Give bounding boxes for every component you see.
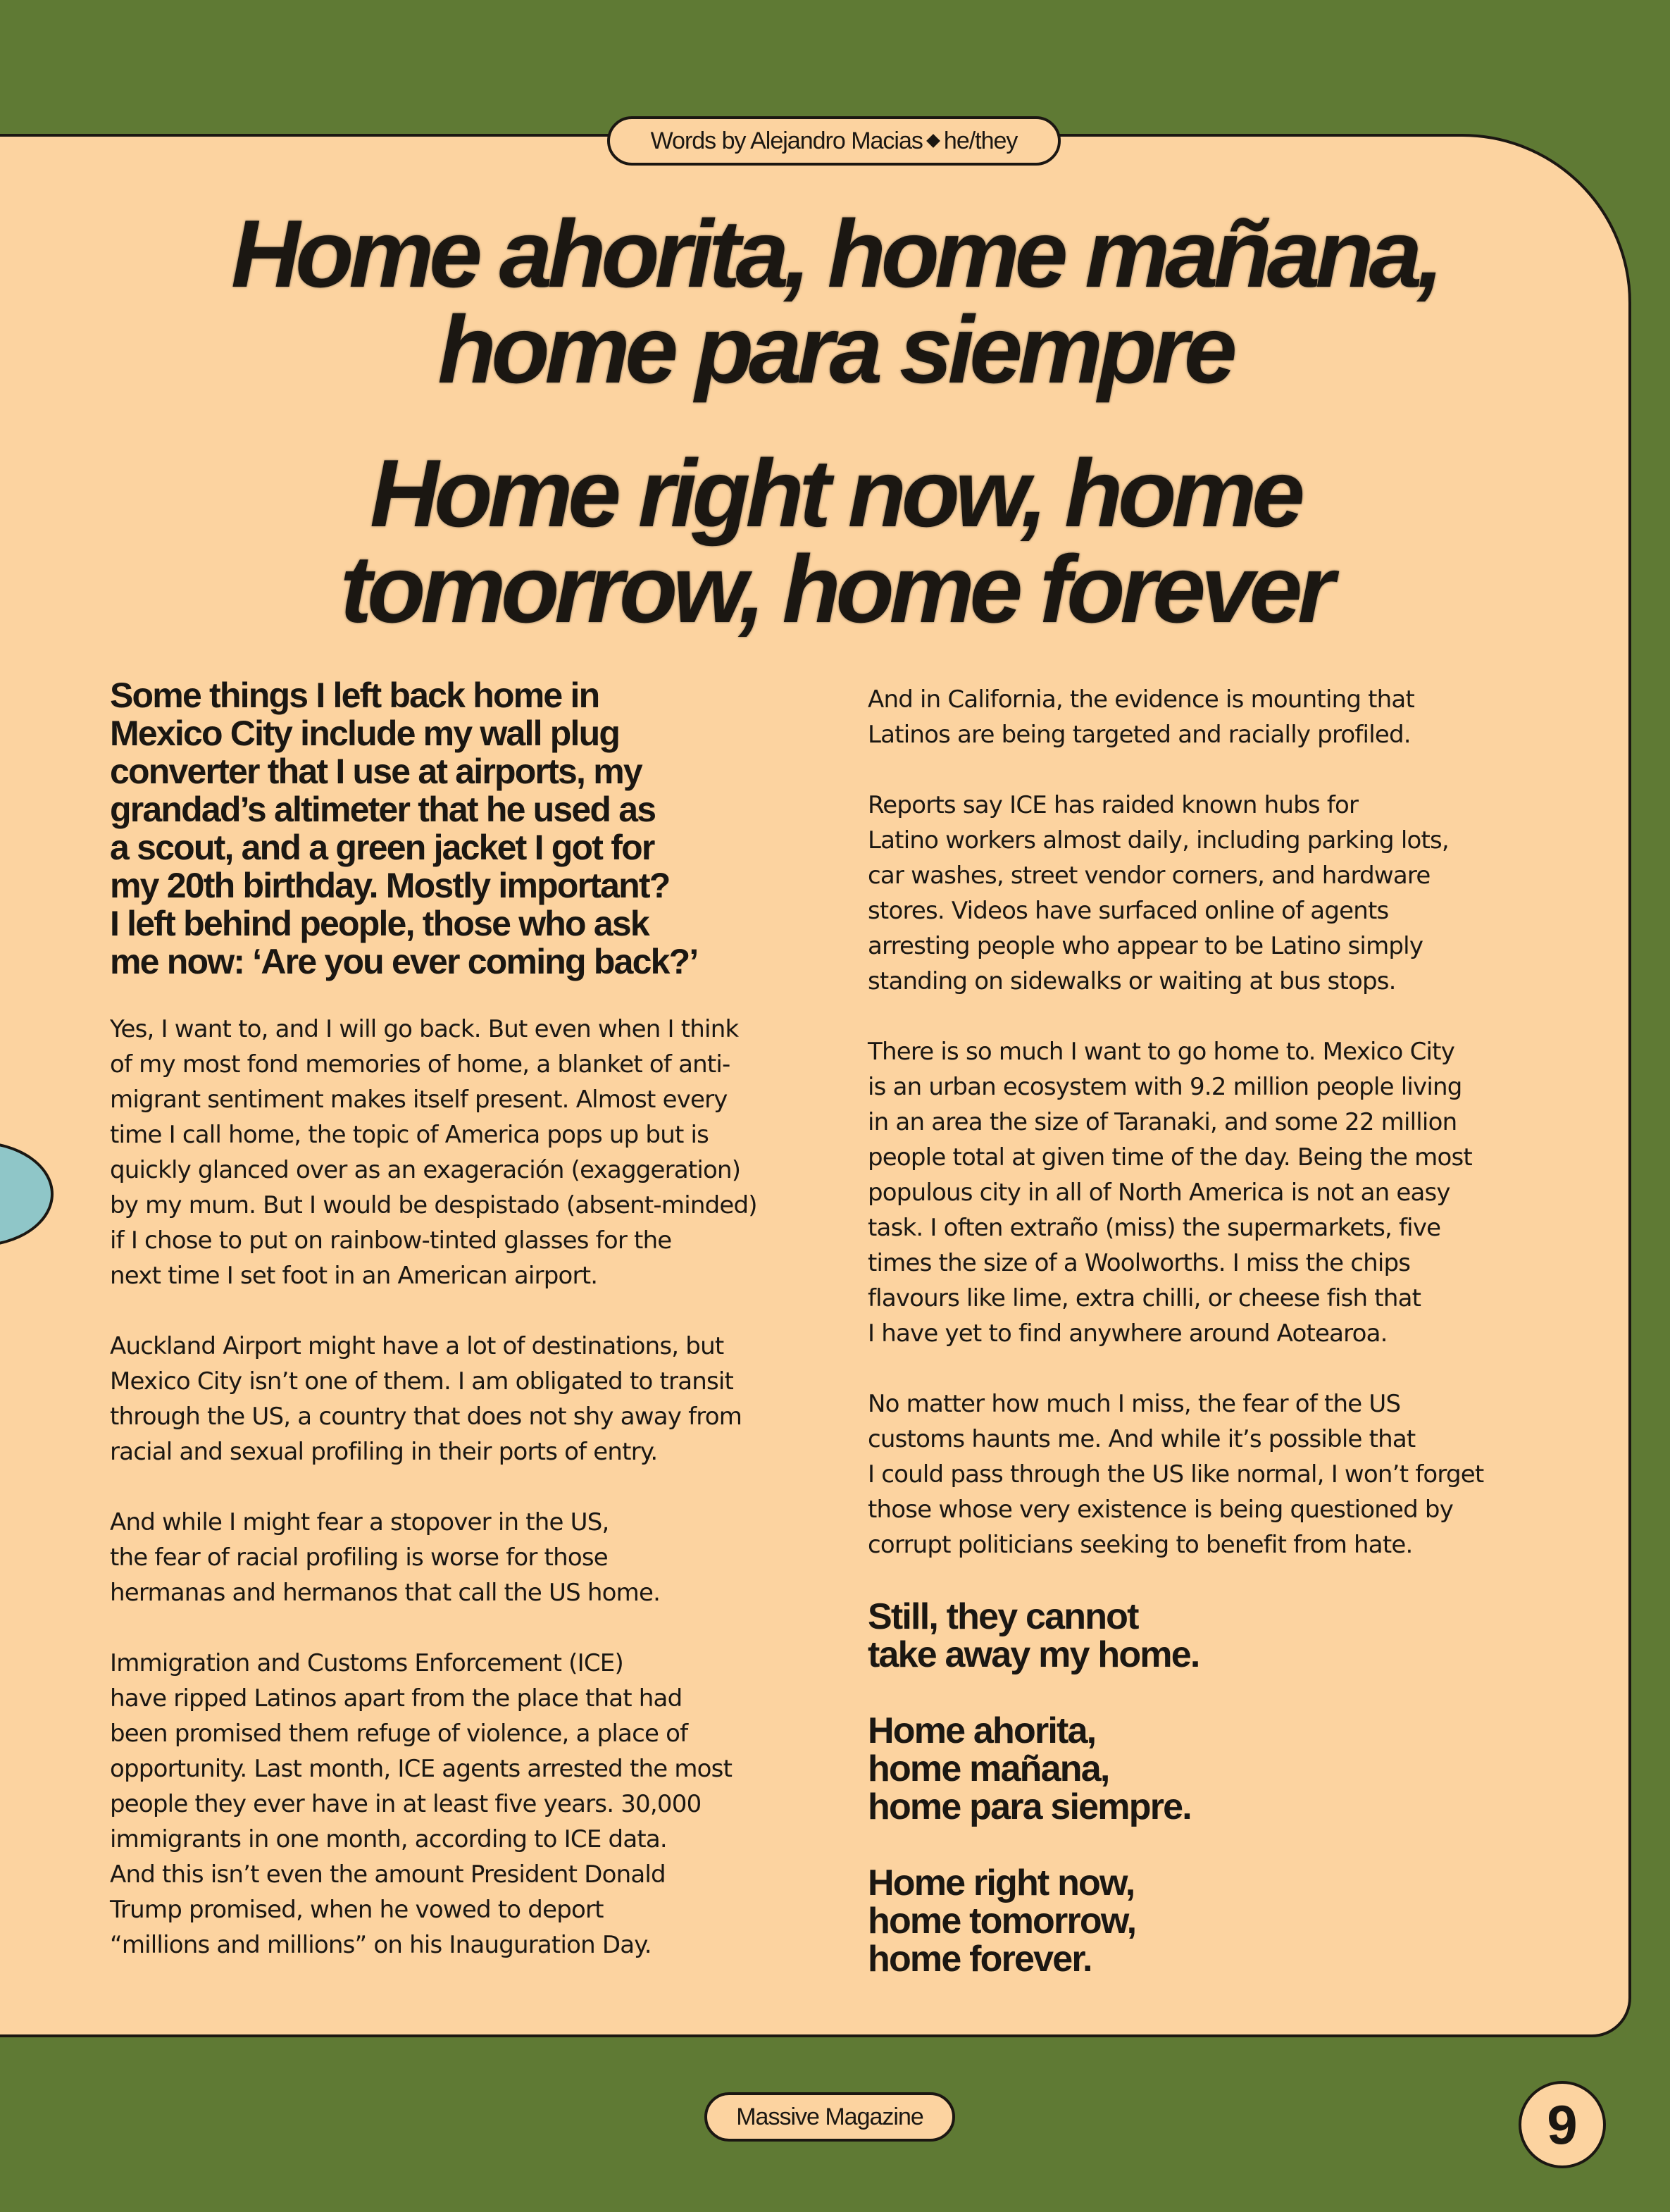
headline-english (0, 440, 1670, 642)
text-line: if I chose to put on rainbow-tinted glasses for the (110, 1226, 672, 1255)
text-line: by my mum. But I would be despistado (absent-minded) (110, 1191, 757, 1219)
text-line: time I call home, the topic of America pops up but is (110, 1121, 709, 1149)
text-line: stores. Videos have surfaced online of agents (868, 897, 1389, 925)
text-line: opportunity. Last month, ICE agents arrested the most (110, 1755, 733, 1783)
text-line: through the US, a country that does not shy away from (110, 1403, 742, 1431)
text-line: There is so much I want to go home to. Mexico City (868, 1038, 1455, 1066)
publication-name: Massive Magazine (736, 2103, 923, 2130)
headline-line: Home right now, home (370, 440, 1300, 547)
text-line: next time I set foot in an American airport. (110, 1262, 598, 1290)
text-line: home mañana, (868, 1748, 1109, 1789)
text-line: Trump promised, when he vowed to deport (110, 1896, 604, 1924)
body-paragraph (110, 1329, 821, 1470)
text-line: of my most fond memories of home, a blanket of anti- (110, 1050, 730, 1079)
text-line: standing on sidewalks or waiting at bus stops. (868, 967, 1396, 995)
text-line: Reports say ICE has raided known hubs for (868, 791, 1359, 819)
text-line: a scout, and a green jacket I got for (110, 828, 654, 867)
text-line: “millions and millions” on his Inauguration Day. (110, 1931, 652, 1959)
page-number: 9 (1547, 2093, 1578, 2156)
text-line: times the size of a Woolworths. I miss the chips (868, 1249, 1411, 1277)
text-line: Some things I left back home in (110, 676, 599, 715)
text-line: Latino workers almost daily, including parking lots, (868, 826, 1449, 855)
text-line: people total at given time of the day. Being the most (868, 1143, 1472, 1172)
text-line: I could pass through the US like normal, I won’t forget (868, 1460, 1484, 1489)
headline-spanish (0, 200, 1670, 403)
text-line: Immigration and Customs Enforcement (ICE) (110, 1649, 623, 1677)
text-line: Yes, I want to, and I will go back. But even when I think (110, 1015, 739, 1043)
text-line: corrupt politicians seeking to benefit from hate. (868, 1531, 1413, 1559)
text-line: Home ahorita, (868, 1710, 1096, 1751)
page-number-badge (1519, 2081, 1606, 2168)
text-line: home tomorrow, (868, 1901, 1136, 1941)
text-line: take away my home. (868, 1634, 1199, 1675)
text-line: Latinos are being targeted and racially profiled. (868, 721, 1411, 749)
text-line: my 20th birthday. Mostly important? (110, 866, 670, 905)
text-line: task. I often extraño (miss) the supermarkets, five (868, 1214, 1441, 1242)
text-line: Auckland Airport might have a lot of destinations, but (110, 1332, 724, 1360)
text-line: immigrants in one month, according to ICE data. (110, 1825, 667, 1853)
text-line: those whose very existence is being questioned by (868, 1496, 1454, 1524)
body-paragraph (868, 1386, 1551, 1562)
text-line: populous city in all of North America is not an easy (868, 1179, 1450, 1207)
diamond-icon (926, 134, 940, 148)
right-column (868, 682, 1551, 2016)
byline-pronouns: he/they (943, 127, 1018, 154)
publication-pill (704, 2092, 955, 2142)
text-line: Mexico City isn’t one of them. I am obligated to transit (110, 1367, 734, 1396)
body-paragraph (868, 1034, 1551, 1351)
text-line: Mexico City include my wall plug (110, 714, 620, 753)
left-column (110, 676, 821, 1998)
headline-line: home para siempre (437, 296, 1233, 403)
closing-statement (868, 1864, 1551, 1978)
text-line: No matter how much I miss, the fear of the US (868, 1390, 1401, 1418)
byline-pill (607, 116, 1061, 166)
text-line: And while I might fear a stopover in the US, (110, 1508, 609, 1536)
closing-statement (868, 1598, 1551, 1674)
headline-line: tomorrow, home forever (339, 535, 1331, 642)
text-line: in an area the size of Taranaki, and some 22 million (868, 1108, 1457, 1136)
text-line: converter that I use at airports, my (110, 752, 642, 791)
text-line: Home right now, (868, 1863, 1135, 1903)
body-paragraph (110, 1012, 821, 1293)
text-line: flavours like lime, extra chilli, or cheese fish that (868, 1284, 1421, 1312)
text-line: people they ever have in at least five years. 30,000 (110, 1790, 702, 1818)
text-line: home forever. (868, 1939, 1092, 1980)
body-paragraph (868, 682, 1551, 752)
closing-statement (868, 1712, 1551, 1826)
headline-line: Home ahorita, home mañana, (231, 200, 1439, 307)
text-line: quickly glanced over as an exageración (exaggeration) (110, 1156, 741, 1184)
body-paragraph (110, 1646, 821, 1963)
text-line: migrant sentiment makes itself present. Almost every (110, 1086, 728, 1114)
text-line: been promised them refuge of violence, a place of (110, 1720, 688, 1748)
body-paragraph (110, 1505, 821, 1610)
text-line: is an urban ecosystem with 9.2 million people living (868, 1073, 1462, 1101)
text-line: home para siempre. (868, 1787, 1191, 1827)
body-paragraph (868, 788, 1551, 999)
text-line: racial and sexual profiling in their ports of entry. (110, 1438, 658, 1466)
text-line: me now: ‘Are you ever coming back?’ (110, 942, 698, 981)
text-line: arresting people who appear to be Latino simply (868, 932, 1423, 960)
text-line: grandad’s altimeter that he used as (110, 790, 656, 829)
text-line: And this isn’t even the amount President Donald (110, 1860, 666, 1889)
text-line: I left behind people, those who ask (110, 904, 649, 943)
text-line: the fear of racial profiling is worse for those (110, 1543, 608, 1572)
byline-author: Words by Alejandro Macias (650, 127, 923, 154)
lede-paragraph (110, 676, 821, 981)
text-line: have ripped Latinos apart from the place that had (110, 1684, 683, 1713)
text-line: hermanas and hermanos that call the US home. (110, 1579, 661, 1607)
text-line: Still, they cannot (868, 1596, 1138, 1637)
text-line: I have yet to find anywhere around Aotearoa. (868, 1319, 1388, 1348)
text-line: And in California, the evidence is mounting that (868, 685, 1414, 714)
text-line: car washes, street vendor corners, and hardware (868, 862, 1431, 890)
text-line: customs haunts me. And while it’s possible that (868, 1425, 1416, 1453)
